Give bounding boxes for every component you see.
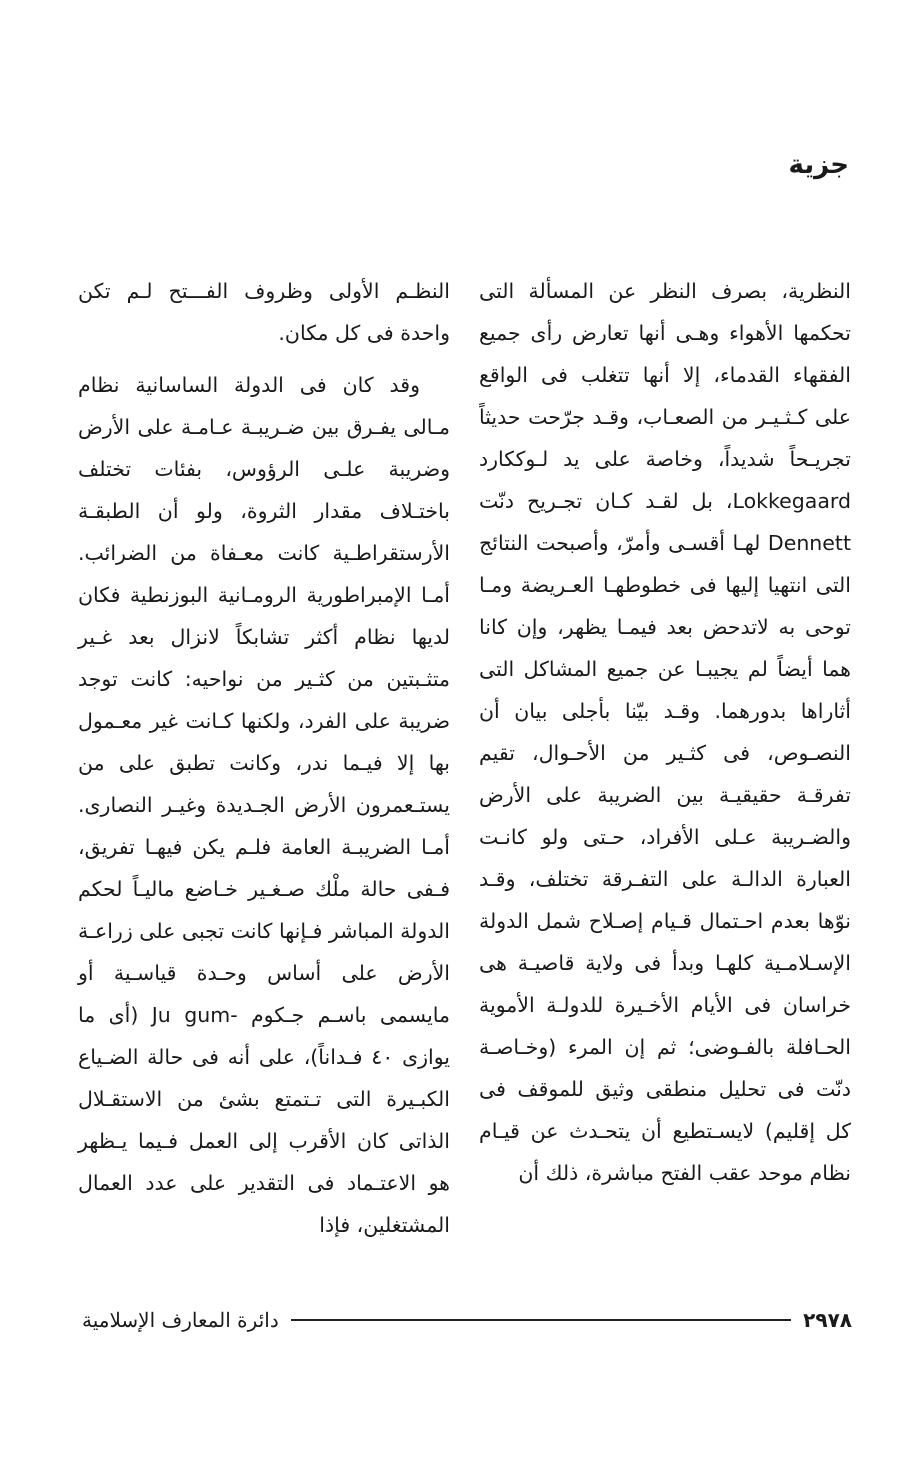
- paragraph: النظرية، بصرف النظر عن المسألة التى تحكمها الأهواء وهـى أنها تعارض رأى جميع الفقهاء القدماء، إلا أنها تتغلب فى الواقع على كـثـيـر من الصعـاب، وقـد جرّحت حديثاً تجريـحاً شديداً، وخاصة على يد لـوككارد Lokkegaard، بل لقـد كـان تجـريح دنّت Dennett لهـا أقسـى وأمرّ، وأصبحت النتائج التى انتهيا إليها فى خطوطهـا العـريضة ومـا توحى به لاتدحض بعد فيمـا يظهر، وإن كانا هما أيضاً لم يجيبـا عن جميع المشاكل التى أثاراها بدورهما. وقـد بيّنا بأجلى بيان أن النصـوص، فى كثـير من الأحـوال، تقيم تفرقـة حقيقيـة بين الضريبة على الأرض والضـريبة عـلى الأفراد، حـتى ولو كانـت العبارة الدالـة على التفـرقة تختلف، وقـد نوّها بعدم احـتمال قـيام إصـلاح شمل الدولة الإسـلامـية كلهـا وبدأ فى ولاية قاصيـة هى خراسان فى الأيام الأخـيرة للدولـة الأموية الحـافلة بالفـوضى؛ ثم إن المرء (وخـاصـة دنّت فى تحليل منطقى وثيق للموقف فى كل إقليم) لايسـتطيع أن يتحـدث عن قيـام نظام موحد عقب الفتح مباشرة، ذلك أن: [479, 279, 851, 1185]
- publication-title: دائرة المعارف الإسلامية: [82, 1308, 279, 1332]
- running-head: جزية: [788, 150, 849, 180]
- text-column-right: [479, 270, 851, 1204]
- page-footer: [82, 1300, 852, 1340]
- footer-divider: [291, 1319, 791, 1321]
- paragraph: وقد كان فى الدولة الساسانية نظام مـالى يفـرق بين ضـريبـة عـامـة على الأرض وضريبة علـى الرؤوس، بفئات تختلف باختـلاف مقدار الثروة، ولو أن الطبقـة الأرستقراطـية كانت معـفاة من الضرائب. أمـا الإمبراطورية الرومـانية البوزنطية فكان لديها نظام أكثر تشابكاً لانزال بعد غـير متثـبتين من كثـير من نواحيه: كانت توجد ضريبة على الفرد، ولكنها كـانت غير معـمول بها إلا فيـما ندر، وكانت تطبق على من يستـعمرون الأرض الجـديدة وغيـر النصارى. أمـا الضريبـة العامة فلـم يكن فيهـا تفريق، فـفى حالة ملْك صـغـير خـاضع ماليـاً لحكم الدولة المباشر فـإنها كانت تجبى على زراعـة الأرض على أساس وحـدة قياسـية أو مايسمى باسـم جـكوم -Ju gum (أى ما يوازى ٤٠ فـداناً)، على أنه فى حالة الضـياع الكبـيرة التى تـتمتع بشئ من الاستقـلال الذاتى كان الأقرب إلى العمل فـيما يـظهر هو الاعتـماد فى التقدير على عدد العمال المشتغلين، فإذا: [78, 373, 451, 1237]
- paragraph: النظـم الأولى وظروف الفـــتح لـم تكن واحدة فى كل مكان.: [78, 279, 450, 345]
- page-number: ٢٩٧٨: [803, 1308, 852, 1332]
- text-column-left: [78, 270, 450, 1256]
